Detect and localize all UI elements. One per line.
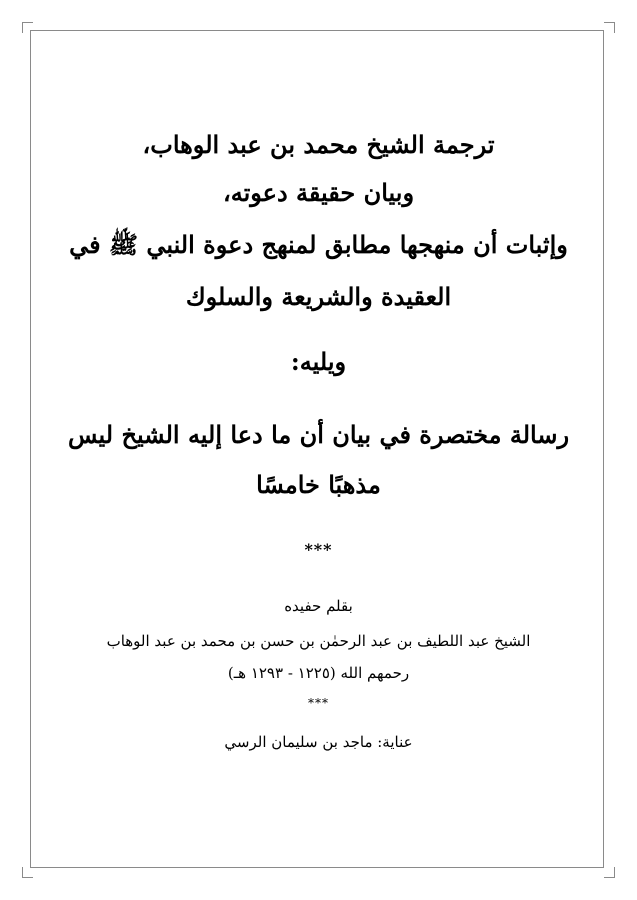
title-line-3: وإثبات أن منهجها مطابق لمنهج دعوة النبي ﷺ في (69, 230, 568, 259)
small-separator: *** (308, 696, 329, 710)
corner-mark-bottom-right (604, 867, 615, 878)
followed-by-label: ويليه: (290, 347, 347, 376)
subtitle-line-2: مذهبًا خامسًا (256, 470, 381, 499)
corner-mark-top-left (22, 22, 33, 33)
title-line-4: العقيدة والشريعة والسلوك (185, 282, 452, 311)
by-pen-label: بقلم حفيده (284, 597, 353, 615)
title-line-1: ترجمة الشيخ محمد بن عبد الوهاب، (142, 130, 495, 159)
editor-credit: عناية: ماجد بن سليمان الرسي (224, 733, 413, 751)
subtitle-line-1: رسالة مختصرة في بيان أن ما دعا إليه الشيخ ليس (67, 420, 570, 449)
author-name: الشيخ عبد اللطيف بن عبد الرحمٰن بن حسن بن محمد بن عبد الوهاب (106, 632, 531, 650)
main-separator: *** (304, 540, 333, 559)
corner-mark-bottom-left (22, 867, 33, 878)
author-dates: رحمهم الله (١٢٢٥ - ١٢٩٣ هـ) (227, 664, 410, 682)
title-line-2: وبيان حقيقة دعوته، (222, 178, 415, 207)
corner-mark-top-right (604, 22, 615, 33)
